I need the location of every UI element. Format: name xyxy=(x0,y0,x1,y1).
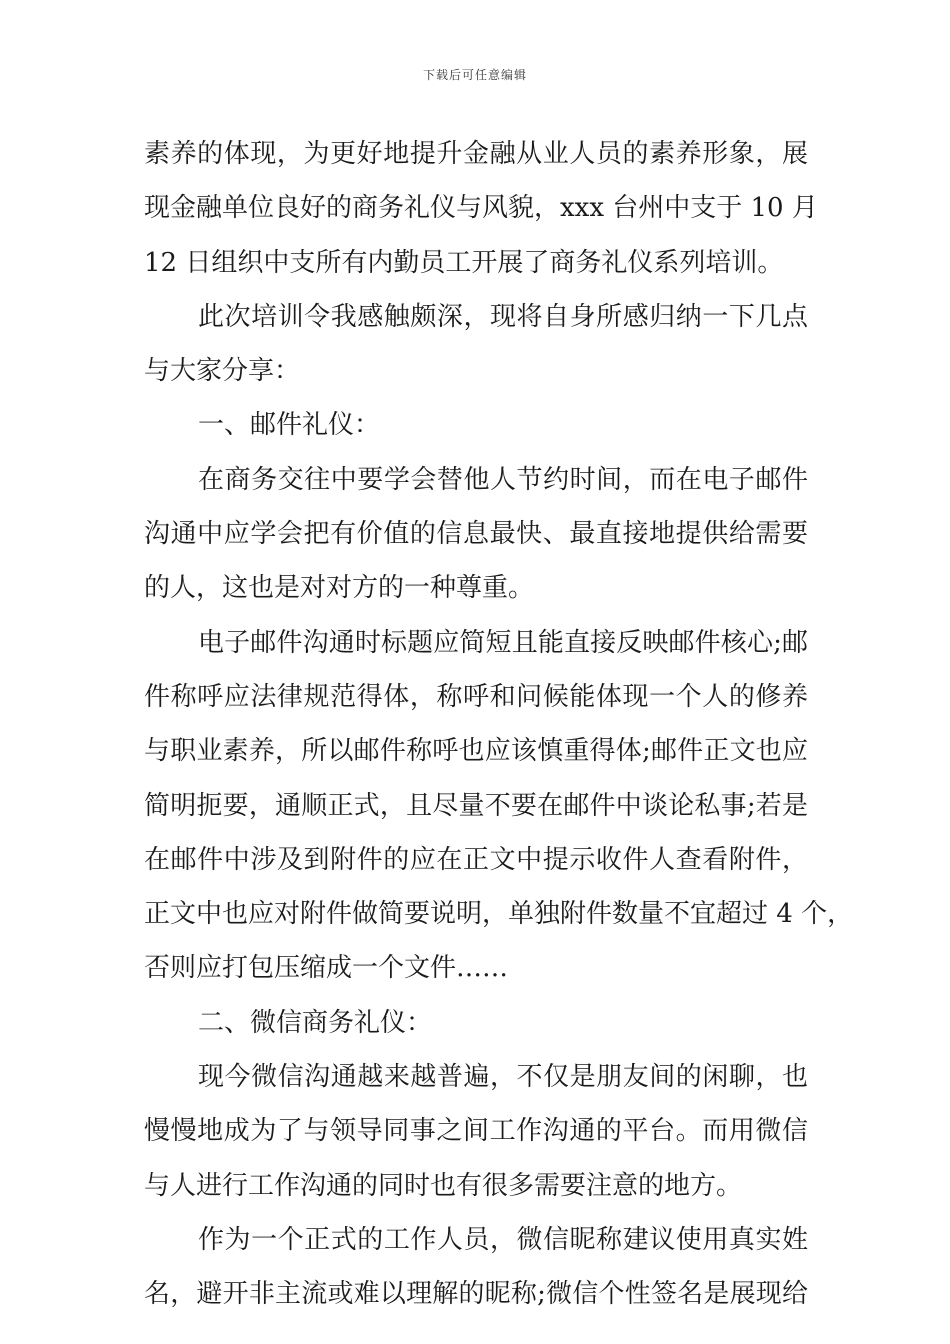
body-text xyxy=(144,127,854,1322)
text-line: 件称呼应法律规范得体，称呼和问候能体现一个人的修养 xyxy=(144,681,808,712)
text-line: 简明扼要，通顺正式，且尽量不要在邮件中谈论私事;若是 xyxy=(144,790,808,821)
text-line: 正文中也应对附件做简要说明，单独附件数量不宜超过 4 个， xyxy=(144,899,854,930)
text-line: 沟通中应学会把有价值的信息最快、最直接地提供给需要 xyxy=(144,519,808,550)
text-line: 的人，这也是对对方的一种尊重。 xyxy=(144,573,535,604)
paragraph-start-line: 现今微信沟通越来越普遍，不仅是朋友间的闲聊，也 xyxy=(198,1062,808,1093)
text-line: 在邮件中涉及到附件的应在正文中提示收件人查看附件， xyxy=(144,844,808,875)
paragraph-start-line: 电子邮件沟通时标题应简短且能直接反映邮件核心;邮 xyxy=(198,627,808,658)
section-heading-email: 一、邮件礼仪： xyxy=(198,410,381,441)
paragraph-start-line: 此次培训令我感触颇深，现将自身所感归纳一下几点 xyxy=(198,301,808,332)
text-line: 否则应打包压缩成一个文件…… xyxy=(144,953,509,984)
text-line: 与职业素养，所以邮件称呼也应该慎重得体;邮件正文也应 xyxy=(144,736,808,767)
text-line: 素养的体现，为更好地提升金融从业人员的素养形象，展 xyxy=(144,139,808,169)
paragraph-start-line: 作为一个正式的工作人员，微信昵称建议使用真实姓 xyxy=(198,1224,808,1255)
text-line: 慢慢地成为了与领导同事之间工作沟通的平台。而用微信 xyxy=(144,1116,808,1147)
text-line: 与大家分享： xyxy=(144,356,301,387)
text-line: 名，避开非主流或难以理解的昵称;微信个性签名是展现给 xyxy=(144,1279,808,1310)
paragraph-start-line: 在商务交往中要学会替他人节约时间，而在电子邮件 xyxy=(198,464,808,495)
text-line: 与人进行工作沟通的同时也有很多需要注意的地方。 xyxy=(144,1170,743,1201)
text-line: 现金融单位良好的商务礼仪与风貌，xxx 台州中支于 10 月 xyxy=(144,193,818,224)
text-line: 12 日组织中支所有内勤员工开展了商务礼仪系列培训。 xyxy=(144,247,784,278)
section-heading-wechat: 二、微信商务礼仪： xyxy=(198,1007,433,1038)
header-note: 下载后可任意编辑 xyxy=(422,68,527,82)
